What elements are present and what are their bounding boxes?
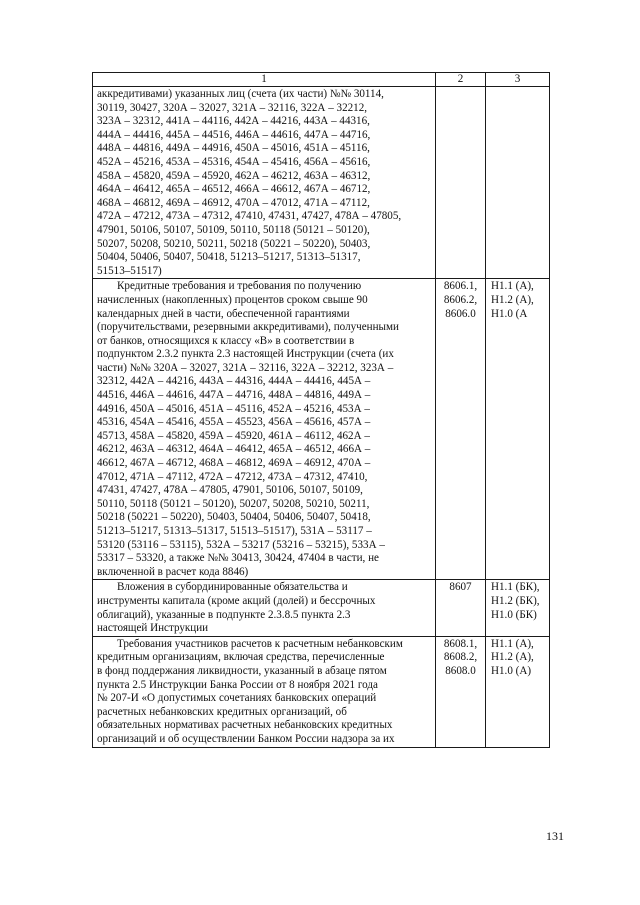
row-normatives [486,87,550,279]
description-line [97,375,431,389]
description-text: 51213–51217, 51313–51317, 51513–51517), 531А – 53117 – [97,525,372,537]
table-row [93,279,550,580]
description-line [97,511,431,525]
normative-value: Н1.0 (А [491,307,528,320]
description-text: 323А – 32312, 441А – 44116, 442А – 44216, 443А – 44316, [97,115,370,128]
description-text: 45713, 458А – 45820, 459А – 45920, 461А – 46112, 462А – [97,429,370,442]
row-code [436,87,486,279]
description-text: 50218 (50221 – 50220), 50403, 50404, 50406, 50407, 50418, [97,511,371,524]
code-value: 8606.2, [443,293,478,306]
normative-value: Н1.2 (А), [491,293,534,306]
description-line [97,539,431,553]
description-line [97,430,431,444]
description-text: 44916, 450А – 45016, 451А – 45116, 452А – 45216, 453А – [97,402,370,415]
description-text: облигаций), указанные в подпункте 2.3.8.5 пункта 2.3 [97,608,351,621]
description-line [97,706,431,720]
description-line [97,566,431,580]
description-line [97,552,431,566]
description-line [97,348,431,362]
row-normatives [486,580,550,636]
row-description [93,636,436,747]
description-text: 47012, 471А – 47112, 472А – 47212, 473А – 47312, 47410, [97,470,368,483]
description-line [97,679,431,693]
header-col-2: 2 [436,73,486,87]
code-value: 8608.0 [445,664,476,677]
header-row [93,73,550,87]
description-line [97,692,431,706]
description-text: Вложения в субординированные обязательства и [117,581,348,594]
description-line [97,238,431,252]
description-line [97,197,431,211]
description-line [97,622,431,636]
description-text: 50404, 50406, 50407, 50418, 51213–51217, 51313–51317, [97,251,361,264]
row-normatives [486,636,550,747]
code-value: 8608.1, [443,637,478,650]
description-text: аккредитивами) указанных лиц (счета (их части) №№ 30114, [97,88,384,100]
row-normatives [486,279,550,580]
header-col-3: 3 [486,73,550,87]
description-line [97,102,431,116]
description-line [97,280,431,294]
table-row [93,636,550,747]
code-value: 8606.1, [443,280,478,293]
description-line [97,609,431,623]
row-code [436,636,486,747]
description-text: организаций и об осуществлении Банком России надзора за их [97,732,395,745]
description-line [97,224,431,238]
page-number: 131 [546,829,564,843]
description-text: 444А – 44416, 445А – 44516, 446А – 44616, 447А – 44716, [97,128,371,141]
description-text: 452А – 45216, 453А – 45316, 454А – 45416, 456А – 45616, [97,155,371,168]
description-line [97,651,431,665]
table-row [93,580,550,636]
description-text: № 207-И «О допустимых сочетаниях банковских операций [97,692,377,705]
description-line [97,142,431,156]
description-text: 468А – 46812, 469А – 46912, 470А – 47012, 471А – 47112, [97,196,370,209]
description-text: включенной в расчет кода 8846) [97,565,249,578]
normative-value: Н1.1 (БК), [491,581,540,594]
description-line [97,362,431,376]
normative-value: Н1.1 (А), [491,637,534,650]
description-text: начисленных (накопленных) процентов сроком свыше 90 [97,293,368,306]
description-line [97,210,431,224]
description-text: Кредитные требования и требования по получению [117,280,362,293]
description-line [97,403,431,417]
description-text: 47431, 47427, 478А – 47805, 47901, 50106, 50107, 50109, [97,484,363,497]
normative-value: Н1.2 (А), [491,651,534,664]
description-text: 32312, 442А – 44216, 443А – 44316, 444А – 44416, 445А – [97,375,371,388]
description-text: 464А – 46412, 465А – 46512, 466А – 46612, 467А – 46712, [97,183,371,196]
description-line [97,321,431,335]
description-text: части) №№ 320А – 32027, 321А – 32116, 322А – 32212, 323А – [97,361,394,374]
description-line [97,88,431,102]
row-code [436,279,486,580]
table-row [93,87,550,279]
normative-value: Н1.1 (А), [491,280,534,293]
row-description [93,279,436,580]
description-text: 50207, 50208, 50210, 50211, 50218 (50221 – 50220), 50403, [97,237,371,250]
description-text: в фонд поддержания ликвидности, указанный в абзаце пятом [97,664,387,677]
description-text: календарных дней в части, обеспеченной гарантиями [97,307,350,320]
description-line [97,308,431,322]
description-line [97,115,431,129]
description-text: 448А – 44816, 449А – 44916, 450А – 45016, 451А – 45116, [97,142,370,155]
description-line [97,251,431,265]
row-description [93,580,436,636]
normatives-table [92,72,550,748]
description-text: 45316, 454А – 45416, 455А – 45523, 456А – 45616, 457А – [97,416,371,429]
description-text: 46212, 463А – 46312, 464А – 46412, 465А – 46512, 466А – [97,443,371,456]
description-line [97,525,431,539]
description-line [97,581,431,595]
description-text: (поручительствами, резервными аккредитивами), полученными [97,321,399,334]
normative-value: Н1.0 (А) [491,664,532,677]
code-value: 8607 [449,581,472,594]
description-text: 472А – 47212, 473А – 47312, 47410, 47431, 47427, 478А – 47805, [97,210,402,223]
description-text: подпунктом 2.3.2 пункта 2.3 настоящей Инструкции (счета (их [97,348,394,361]
normative-value: Н1.2 (БК), [491,594,540,607]
description-line [97,265,431,279]
description-line [97,665,431,679]
description-text: 50110, 50118 (50121 – 50120), 50207, 50208, 50210, 50211, [97,497,370,510]
description-line [97,733,431,747]
description-line [97,416,431,430]
description-text: 51513–51517) [97,264,162,277]
description-line [97,471,431,485]
row-description [93,87,436,279]
description-text: инструменты капитала (кроме акций (долей) и бессрочных [97,594,376,607]
description-text: 44516, 446А – 44616, 447А – 44716, 448А – 44816, 449А – [97,389,371,402]
description-line [97,183,431,197]
description-text: 53120 (53116 – 53115), 532А – 53217 (53216 – 53215), 533А – [97,538,385,551]
description-text: расчетных небанковских кредитных организаций, об [97,705,347,718]
description-line [97,170,431,184]
description-text: кредитным организациям, включая средства, перечисленные [97,651,385,664]
description-text: 30119, 30427, 320А – 32027, 321А – 32116, 322А – 32212, [97,101,368,114]
description-line [97,498,431,512]
description-line [97,443,431,457]
description-text: настоящей Инструкции [97,622,209,635]
description-line [97,719,431,733]
normative-value: Н1.0 (БК) [491,608,537,621]
description-line [97,129,431,143]
code-value: 8608.2, [443,651,478,664]
description-text: Требования участников расчетов к расчетным небанковским [117,637,403,650]
description-text: обязательных нормативах расчетных небанковских кредитных [97,719,393,732]
description-line [97,156,431,170]
description-line [97,595,431,609]
description-text: 53317 – 53320, а также №№ 30413, 30424, 47404 в части, не [97,552,379,565]
description-text: 458А – 45820, 459А – 45920, 462А – 46212, 463А – 46312, [97,169,371,182]
code-value: 8606.0 [445,307,476,320]
description-text: 46612, 467А – 46712, 468А – 46812, 469А – 46912, 470А – [97,457,371,470]
description-text: пункта 2.5 Инструкции Банка России от 8 ноября 2021 года [97,678,378,691]
description-line [97,484,431,498]
description-line [97,457,431,471]
description-line [97,335,431,349]
description-text: 47901, 50106, 50107, 50109, 50110, 50118 (50121 – 50120), [97,223,370,236]
document-table-container [92,72,550,748]
description-line [97,638,431,652]
row-code [436,580,486,636]
description-line [97,389,431,403]
header-col-1: 1 [93,73,436,87]
description-text: от банков, относящихся к классу «В» в соответствии в [97,334,355,347]
description-line [97,294,431,308]
